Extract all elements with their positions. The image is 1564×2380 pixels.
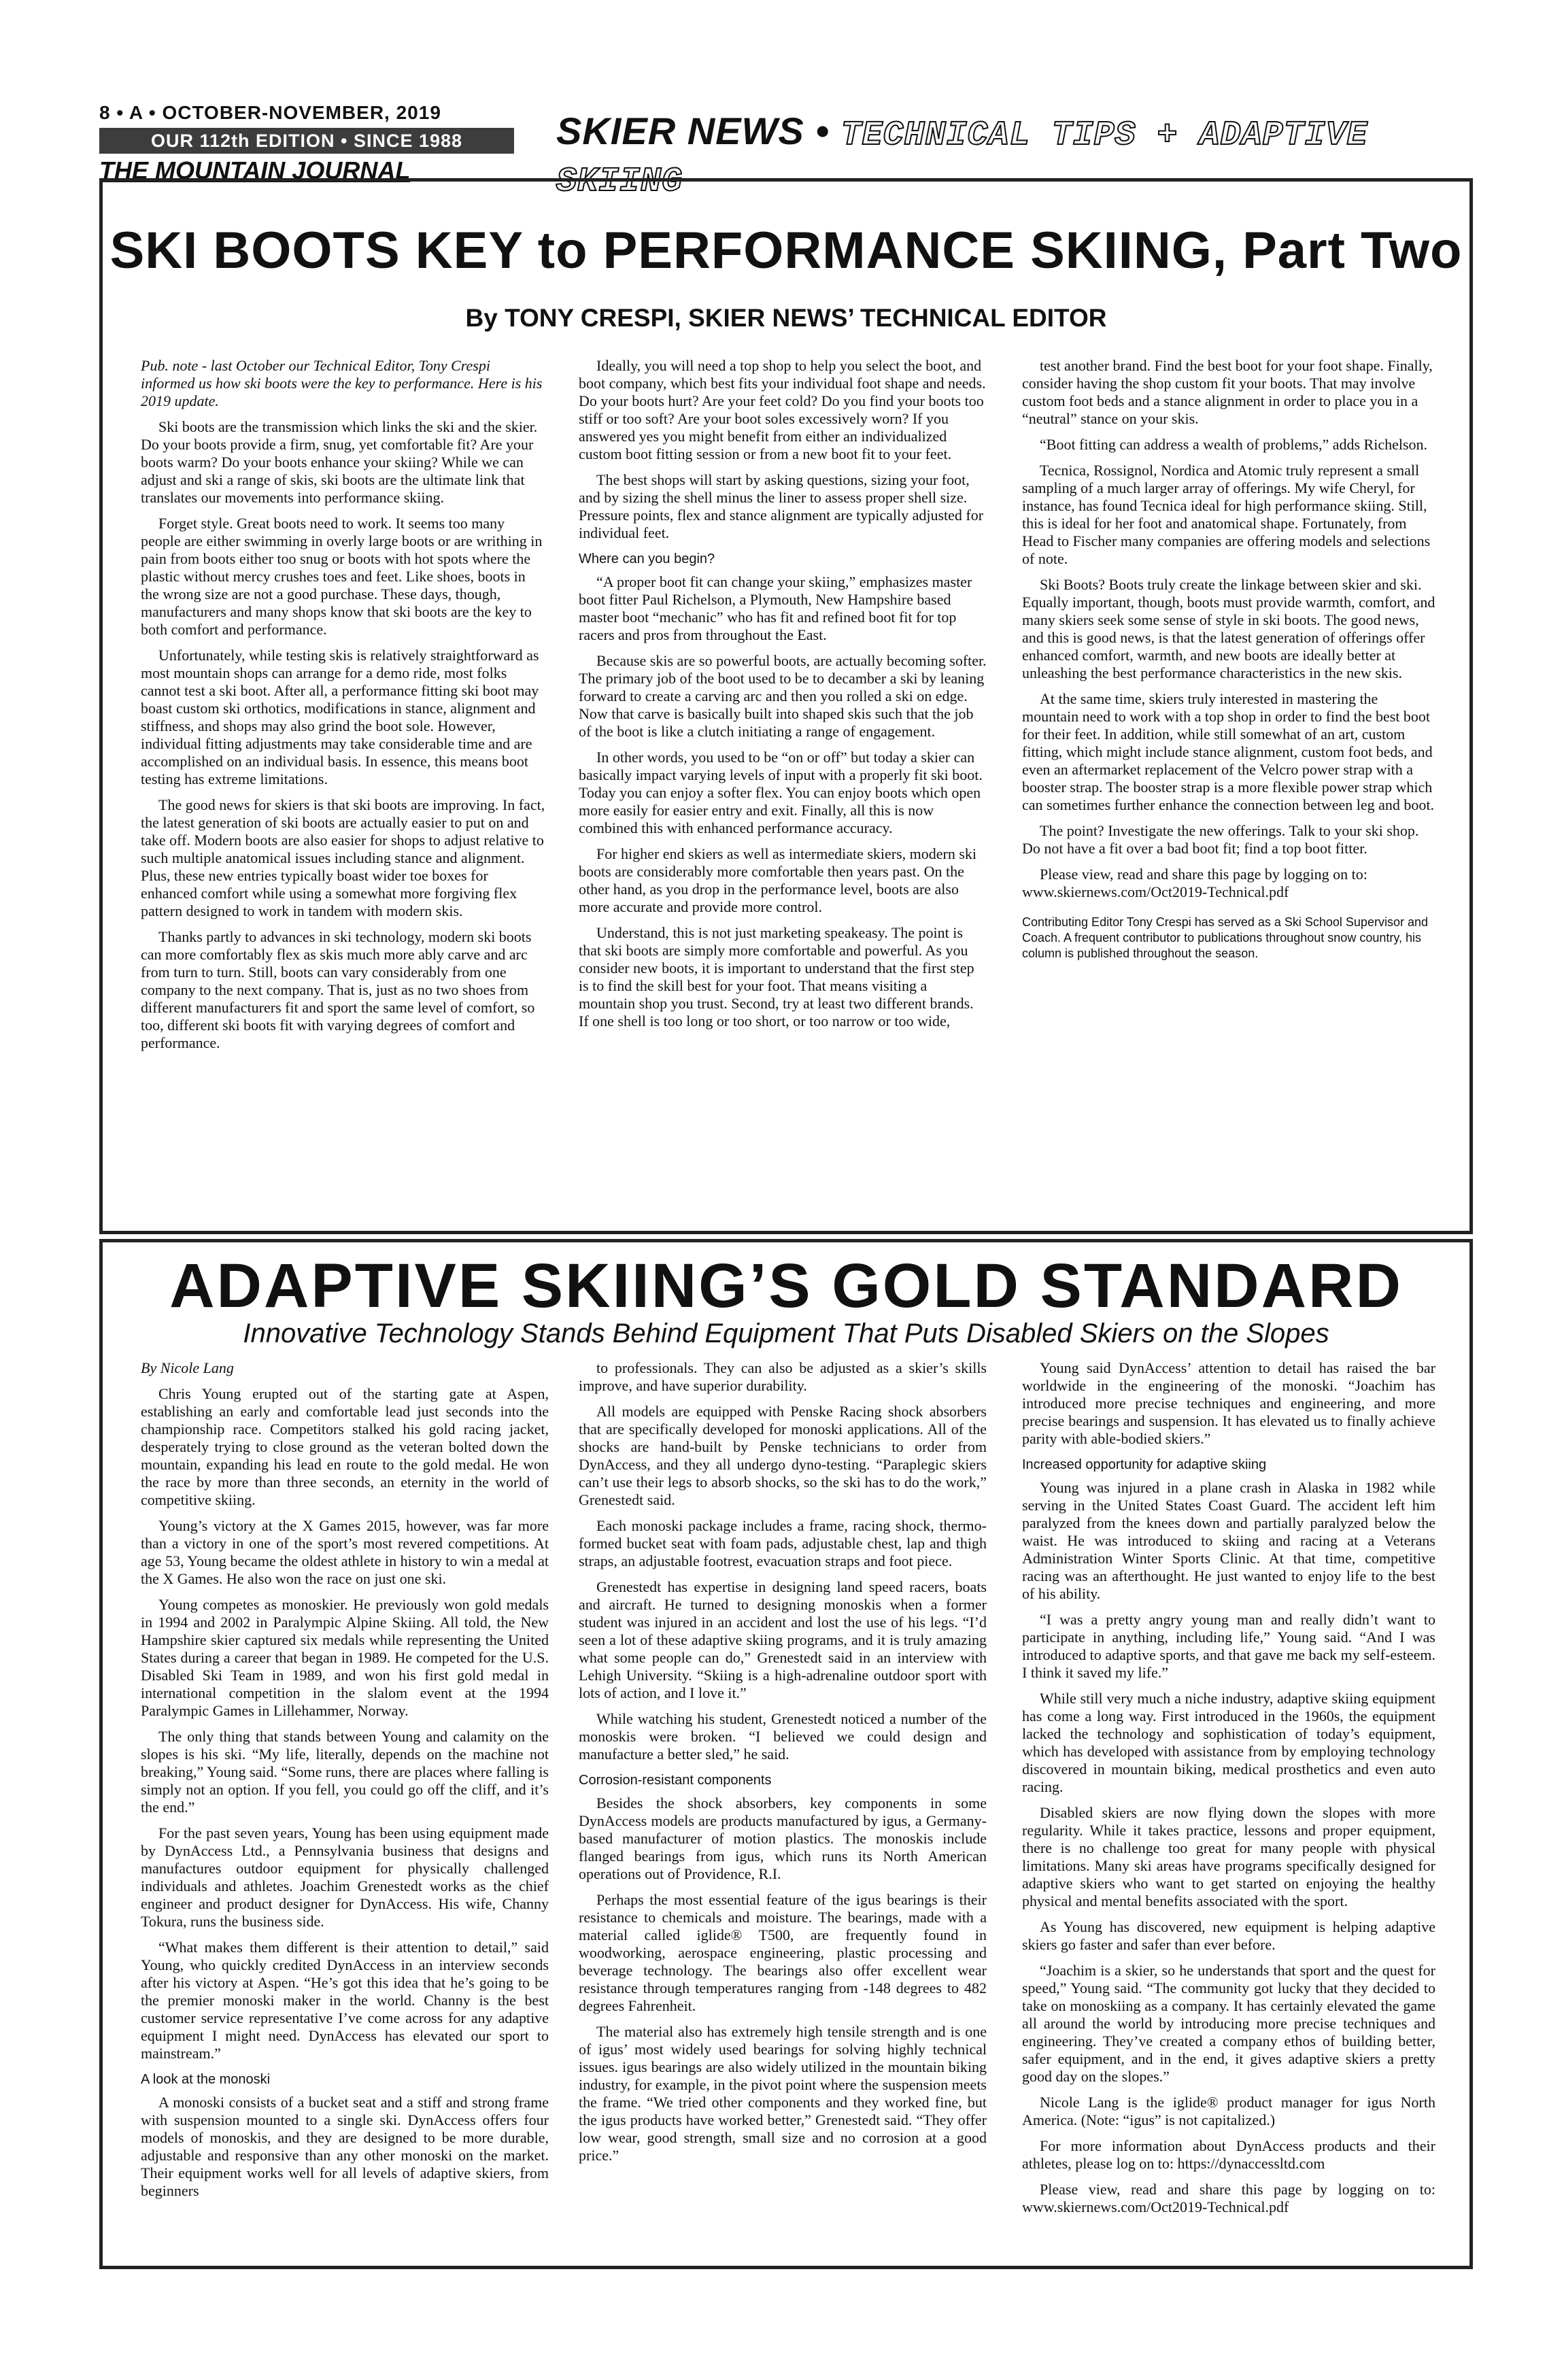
paragraph: As Young has discovered, new equipment is helping adaptive skiers go faster and safer than ever before. bbox=[1022, 1918, 1435, 1953]
paragraph: Please view, read and share this page by logging on to: www.skiernews.com/Oct2019-Technical.pdf bbox=[1022, 2181, 1435, 2215]
article-column-3 bbox=[1022, 1359, 1435, 2264]
paragraph: Perhaps the most essential feature of the igus bearings is their resistance to chemicals and moisture. The bearings, made with a material called iglide® T500, are frequently found in woodworking, aerospace engineering, plastic processing and beverage technology. The bearings also offer excellent wear resistance through temperatures ranging from -148 degrees to 482 degrees Fahrenheit. bbox=[579, 1891, 987, 2014]
paragraph: Young’s victory at the X Games 2015, however, was far more than a victory in one of the sport’s most revered competitions. At age 53, Young became the oldest athlete in history to win a medal at the X Games. He also won the race on just one ski. bbox=[141, 1517, 549, 1587]
subhead: A look at the monoski bbox=[141, 2072, 271, 2087]
paragraph: All models are equipped with Penske Racing shock absorbers that are specifically developed for monoski applications. All of the shocks are hand-built by Penske technicians to order from DynAccess, and they all undergo dyno-testing. “Paraplegic skiers can’t use their legs to absorb shocks, so the ski has to do the work,” Grenestedt said. bbox=[579, 1403, 987, 1508]
column-paragraphs bbox=[1022, 1479, 1435, 2216]
paragraph: While watching his student, Grenestedt noticed a number of the monoskis were broken. “I believed we could design and manufacture a better sled,” he said. bbox=[579, 1710, 987, 1763]
section-subtitle: TECHNICAL TIPS + ADAPTIVE SKIING bbox=[556, 116, 1368, 201]
paragraph: Thanks partly to advances in ski technology, modern ski boots can more comfortably flex as skis much more ably carve and arc from turn to turn. Still, boots can vary considerably from one company to the next company. That is, just as no two shoes from different manufacturers fit and sport the same level of comfort, so too, different ski boots fit with varying degrees of comfort and performance. bbox=[141, 928, 535, 1051]
section-main: SKIER NEWS • bbox=[556, 109, 830, 152]
issue-date-line: 8 • A • OCTOBER-NOVEMBER, 2019 bbox=[99, 102, 441, 123]
paragraph: Disabled skiers are now flying down the slopes with more regularity. While it takes practice, lessons and proper equipment, there is no challenge too great for many people with physical limitations. Many ski areas have programs specifically designed for adaptive skiers who want to get started on enjoying the healthy physical and mental benefits associated with the sport. bbox=[1022, 1804, 1435, 1909]
paragraph: For the past seven years, Young has been using equipment made by DynAccess Ltd., a Pennsylvania business that designs and manufactures outdoor equipment for physically challenged individuals and athletes. Joachim Grenestedt works as the chief engineer and product designer for DynAccess. His wife, Channy Tokura, runs the business side. bbox=[141, 1824, 549, 1930]
article-byline: By Nicole Lang bbox=[141, 1359, 234, 1376]
paragraph: The best shops will start by asking questions, sizing your foot, and by sizing the shell minus the liner to assess proper shell size. Pressure points, flex and stance alignment are typically adjusted for individual feet. bbox=[579, 471, 984, 541]
article-column-1 bbox=[141, 1359, 549, 2264]
paragraph: “Joachim is a skier, so he understands that sport and the quest for speed,” Young said. “The community got lucky that they decided to take on monoskiing as a company. It has certainly elevated the game all around the world by introducing more precise techniques and engineering. They’ve created a company ethos of building better, safer equipment, and in the end, it gives adaptive skiers a pretty good day on the slopes.” bbox=[1022, 1962, 1435, 2085]
column-paragraphs bbox=[579, 357, 987, 542]
paragraph: While still very much a niche industry, adaptive skiing equipment has come a long way. First introduced in the 1960s, the equipment lacked the technology and sophistication of today’s equipment, which has developed with assistance from by employing technology discovered in mountain biking, medical prosthetics and even auto racing. bbox=[1022, 1690, 1435, 1795]
paragraph: Ski Boots? Boots truly create the linkage between skier and ski. Equally important, though, boots must provide warmth, comfort, and many skiers seek some sense of style in ski boots. The good news, and this is good news, is that the latest generation of offerings offer enhanced comfort, warmth, and new boots are ideally better at unleashing the best performance characteristics in the new skis. bbox=[1022, 576, 1435, 681]
paragraph: Chris Young erupted out of the starting gate at Aspen, establishing an early and comfortable lead just seconds into the championship race. Competitors stalked his gold racing jacket, desperately trying to close ground as the veteran bolted down the mountain, expanding his lead en route to the gold medal. He won the race by more than three seconds, an eternity in the world of competitive skiing. bbox=[141, 1385, 549, 1508]
column-paragraphs bbox=[141, 1385, 549, 2062]
paragraph: to professionals. They can also be adjusted as a skier’s skills improve, and have superior durability. bbox=[579, 1359, 987, 1394]
paragraph: The material also has extremely high tensile strength and is one of igus’ most widely used bearings for solving highly technical issues. igus bearings are also widely utilized in the mountain biking industry, for example, in the pivot point where the suspension meets the frame. “We tried other components and they worked fine, but the igus products have worked better,” Grenestedt said. “They offer low wear, good strength, small size and no corrosion at a good price.” bbox=[579, 2023, 987, 2164]
paragraph: Ski boots are the transmission which links the ski and the skier. Do your boots provide a firm, snug, yet comfortable fit? Are your boots warm? Do your boots enhance your skiing? While we can adjust and ski a range of skis, ski boots are the ultimate link that translates our movements into performance skiing. bbox=[141, 418, 538, 506]
column-paragraphs bbox=[579, 1359, 987, 1763]
column-paragraphs bbox=[1022, 1359, 1435, 1448]
paragraph: Grenestedt has expertise in designing land speed racers, boats and aircraft. He turned to designing monoskis when a former student was injured in an accident and lost the use of his legs. “I’d seen a lot of these adaptive skiing programs, and it is truly amazing what some people can do,” Grenestedt said in an interview with Lehigh University. “Skiing is a high-adrenaline outdoor sport with lots of action, and I love it.” bbox=[579, 1578, 987, 1701]
article-byline: By TONY CRESPI, SKIER NEWS’ TECHNICAL EDITOR bbox=[465, 304, 1107, 332]
paragraph: Besides the shock absorbers, key components in some DynAccess models are products manufactured by igus, a Germany-based manufacturer of motion plastics. The monoskis include flanged bearings from igus, which runs its North American operations out of Providence, R.I. bbox=[579, 1795, 987, 1882]
paragraph: Young said DynAccess’ attention to detail has raised the bar worldwide in the engineering of the monoski. “Joachim has introduced more precise techniques and engineering, and more precise bearings and suspension. It has elevated us to finally achieve parity with able-bodied skiers.” bbox=[1022, 1359, 1435, 1447]
article-title: ADAPTIVE SKIING’S GOLD STANDARD bbox=[169, 1251, 1403, 1321]
paragraph: In other words, you used to be “on or off” but today a skier can basically impact varying levels of input with a properly fit ski boot. Today you can enjoy a softer flex. You can enjoy boots which open more easily for easier entry and exit. Finally, all this is now combined this with enhanced performance accuracy. bbox=[579, 749, 983, 836]
subhead: Where can you begin? bbox=[579, 551, 715, 566]
article-ski-boots bbox=[99, 178, 1473, 1234]
paragraph: Understand, this is not just marketing speakeasy. The point is that ski boots are simply more comfortable and powerful. As you consider new boots, it is important to understand that the first step is to find the skill best for your foot. That means visiting a mountain shop you trust. Second, try at least two different brands. If one shell is too long or too short, or too narrow or too wide, bbox=[579, 924, 974, 1030]
paragraph: The only thing that stands between Young and calamity on the slopes is his ski. “My life, literally, depends on the machine not breaking,” Young said. “Some runs, there are places where falling is simply not an option. If you fell, you could go off the cliff, and it’s the end.” bbox=[141, 1728, 549, 1816]
masthead bbox=[99, 102, 1473, 201]
paragraph: Pub. note - last October our Technical Editor, Tony Crespi informed us how ski boots were the key to performance. Here is his 2019 update. bbox=[141, 357, 543, 409]
paragraph: Nicole Lang is the iglide® product manager for igus North America. (Note: “igus” is not capitalized.) bbox=[1022, 2094, 1435, 2128]
article-column-2 bbox=[579, 357, 987, 1227]
column-paragraphs bbox=[141, 2094, 549, 2200]
article-column-2 bbox=[579, 1359, 987, 2264]
paragraph: Forget style. Great boots need to work. It seems too many people are either swimming in overly large boots or are writhing in pain from boots either too snug or boots with hot spots where the plastic without mercy crushes toes and feet. Like shoes, boots in the wrong size are not a good purchase. These days, though, manufacturers and many shops know that ski boots are the key to both comfort and performance. bbox=[141, 515, 543, 638]
paragraph: “I was a pretty angry young man and really didn’t want to participate in anything, including life,” Young said. “And I was introduced to adaptive sports, and that gave me back my self-esteem. I think it saved my life.” bbox=[1022, 1611, 1435, 1681]
article-title: SKI BOOTS KEY to PERFORMANCE SKIING, Part Two bbox=[109, 222, 1463, 279]
subhead: Increased opportunity for adaptive skiing bbox=[1022, 1457, 1267, 1472]
paragraph: Young competes as monoskier. He previously won gold medals in 1994 and 2002 in Paralympic Alpine Skiing. All told, the New Hampshire skier captured six medals while representing the United States during a career that began in 1989. He competed for the U.S. Disabled Ski Team in 1989, and won his first gold medal in international competition in the slalom event at the 1994 Paralympic Games in Lillehammer, Norway. bbox=[141, 1596, 549, 1719]
paragraph: Ideally, you will need a top shop to help you select the boot, and boot company, which best fits your individual foot shape and needs. Do your boots hurt? Are your feet cold? Do you find your boots too stiff or too soft? Are your boot soles excessively worn? If you answered yes you might benefit from either an individualized custom boot fitting session or from a new boot fit to your feet. bbox=[579, 357, 986, 462]
paragraph: The point? Investigate the new offerings. Talk to your ski shop. Do not have a fit over a bad boot fit; find a top boot fitter. bbox=[1022, 822, 1419, 857]
author-note: Contributing Editor Tony Crespi has served as a Ski School Supervisor and Coach. A frequent contributor to publications throughout snow country, his column is published throughout the season. bbox=[1022, 915, 1428, 960]
paragraph: Each monoski package includes a frame, racing shock, thermo-formed bucket seat with foam pads, adjustable chest, lap and thigh straps, an adjustable footrest, evacuation straps and foot piece. bbox=[579, 1517, 987, 1569]
article-adaptive-skiing bbox=[99, 1239, 1473, 2269]
paragraph: “Boot fitting can address a wealth of problems,” adds Richelson. bbox=[1040, 436, 1428, 453]
paragraph: “A proper boot fit can change your skiing,” emphasizes master boot fitter Paul Richelson, a Plymouth, New Hampshire based master boot “mechanic” who has fit and refined boot fit for top racers and pros from throughout the East. bbox=[579, 573, 972, 643]
article-column-3 bbox=[1022, 357, 1435, 1227]
journal-name: THE MOUNTAIN JOURNAL bbox=[99, 156, 411, 184]
paragraph: For higher end skiers as well as intermediate skiers, modern ski boots are considerably more comfortable then years past. On the other hand, as you drop in the performance level, boots are also more accurate and provide more control. bbox=[579, 845, 977, 915]
edition-banner: OUR 112th EDITION • SINCE 1988 bbox=[99, 128, 514, 154]
subhead: Corrosion-resistant components bbox=[579, 1773, 772, 1788]
column-paragraphs bbox=[1022, 357, 1435, 901]
paragraph: test another brand. Find the best boot for your foot shape. Finally, consider having the shop custom fit your boots. That may involve custom foot beds and a stance alignment in order to place you in a “neutral” stance on your skis. bbox=[1022, 357, 1433, 427]
paragraph: A monoski consists of a bucket seat and a stiff and strong frame with suspension mounted to a single ski. DynAccess offers four models of monoskis, and they are designed to be more durable, adjustable and responsive than any other monoski on the market. Their equipment works well for all levels of adaptive skiers, from beginners bbox=[141, 2094, 549, 2199]
paragraph: At the same time, skiers truly interested in mastering the mountain need to work with a top shop in order to find the best boot for their feet. In addition, while still somewhat of an art, custom fitting, which might include stance alignment, custom foot beds, and even an aftermarket replacement of the Velcro power strap with a booster strap. The booster strap is a more flexible power strap which can sometimes further enhance the connection between leg and boot. bbox=[1022, 690, 1434, 813]
paragraph: “What makes them different is their attention to detail,” said Young, who quickly credited DynAccess in an interview seconds after his victory at Aspen. “He’s got this idea that he’s going to be the premier monoski maker in the world. Channy is the best customer service representative I’ve come across for any adaptive equipment I might need. DynAccess has elevated our sport to mainstream.” bbox=[141, 1939, 549, 2062]
paragraph: Young was injured in a plane crash in Alaska in 1982 while serving in the United States Coast Guard. The accident left him paralyzed from the knees down and partially paralyzed below the waist. He was introduced to skiing and racing at a Veterans Administration Winter Sports Clinic. At that time, competitive racing was an afterthought. He just wanted to enjoy life to the best of his ability. bbox=[1022, 1479, 1435, 1602]
paragraph: For more information about DynAccess products and their athletes, please log on to: https://dynaccessltd.com bbox=[1022, 2137, 1435, 2172]
paragraph: The good news for skiers is that ski boots are improving. In fact, the latest generation of ski boots are actually easier to put on and take off. Modern boots are also easier for shops to adjust relative to such multiple anatomical issues including stance and alignment. Plus, these new entries typically boast wider toe boxes for enhanced comfort while using a somewhat more forgiving flex pattern designed to work in tandem with modern skis. bbox=[141, 796, 545, 919]
article-subtitle: Innovative Technology Stands Behind Equipment That Puts Disabled Skiers on the Slopes bbox=[243, 1319, 1329, 1348]
paragraph: Unfortunately, while testing skis is relatively straightforward as most mountain shops can arrange for a demo ride, most folks cannot test a ski boot. After all, a performance fitting ski boot may boast custom ski orthotics, modifications in stance, alignment and stiffness, and shops may also grind the boot sole. However, individual fitting adjustments may take considerable time and are accomplished on an individual basis. In essence, this means boot testing has extreme limitations. bbox=[141, 647, 539, 787]
article-column-1 bbox=[141, 357, 547, 1227]
column-paragraphs bbox=[579, 1795, 987, 2164]
column-paragraphs bbox=[579, 573, 987, 1030]
paragraph: Please view, read and share this page by logging on to: www.skiernews.com/Oct2019-Technical.pdf bbox=[1022, 866, 1367, 900]
paragraph: Because skis are so powerful boots, are actually becoming softer. The primary job of the boot used to be to decamber a ski by leaning forward to create a carving arc and then you rolled a ski on edge. Now that carve is basically built into shaped skis such that the job of the boot is like a clutch initiating a range of engagement. bbox=[579, 652, 987, 740]
paragraph: Tecnica, Rossignol, Nordica and Atomic truly represent a small sampling of a much larger array of offerings. My wife Cheryl, for instance, has found Tecnica ideal for high performance skiing. Still, this is ideal for her foot and anatomical shape. Fortunately, from Head to Fischer many companies are offering models and selections of note. bbox=[1022, 462, 1431, 567]
